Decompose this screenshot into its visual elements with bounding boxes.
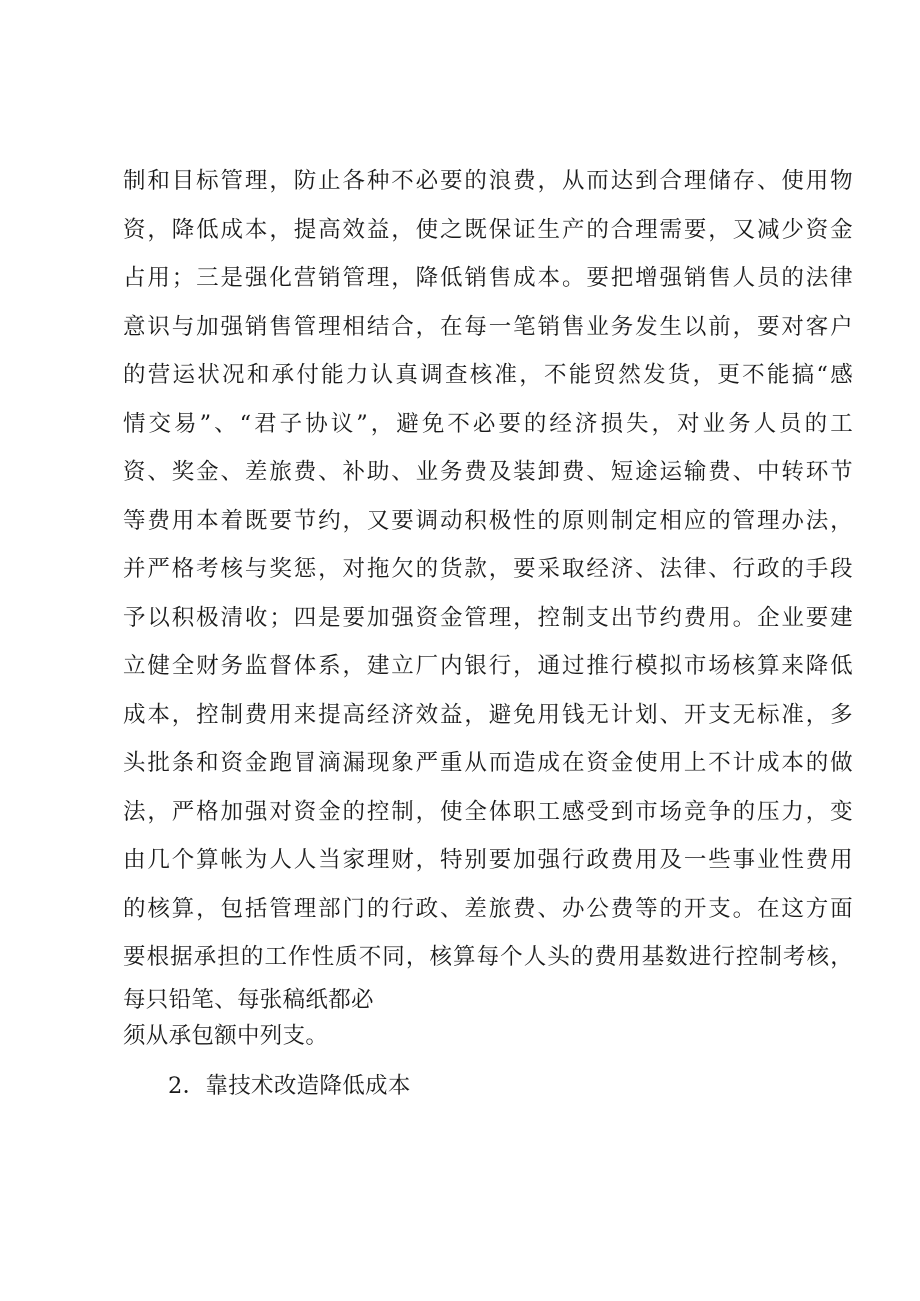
paragraph-line: 情交易”、“君子协议”，避免不必要的经济损失，对业务人员的工	[123, 410, 853, 437]
paragraph-line: 的核算，包括管理部门的行政、差旅费、办公费等的开支。在这方面	[123, 895, 853, 922]
paragraph-line: 头批条和资金跑冒滴漏现象严重从而造成在资金使用上不计成本的做	[123, 750, 853, 776]
paragraph-line: 每只铅笔、每张稿纸都必	[123, 986, 374, 1013]
paragraph-line: 资，降低成本，提高效益，使之既保证生产的合理需要，又减少资金	[123, 216, 853, 243]
paragraph-line: 予以积极清收；四是要加强资金管理，控制支出节约费用。企业要建	[123, 604, 853, 631]
paragraph-line: 并严格考核与奖惩，对拖欠的货款，要采取经济、法律、行政的手段	[123, 556, 853, 582]
paragraph-line: 法，严格加强对资金的控制，使全体职工感受到市场竞争的压力，变	[123, 798, 853, 825]
section-heading: 2．靠技术改造降低成本	[168, 1073, 411, 1099]
paragraph-line: 由几个算帐为人人当家理财，特别要加强行政费用及一些事业性费用	[123, 847, 853, 873]
paragraph-line: 要根据承担的工作性质不同，核算每个人头的费用基数进行控制考核，	[123, 944, 853, 970]
paragraph-line: 制和目标管理，防止各种不必要的浪费，从而达到合理储存、使用物	[123, 168, 853, 194]
body-paragraph	[123, 157, 853, 1054]
paragraph-line: 立健全财务监督体系，建立厂内银行，通过推行模拟市场核算来降低	[123, 653, 853, 679]
paragraph-line: 意识与加强销售管理相结合，在每一笔销售业务发生以前，要对客户	[123, 313, 853, 340]
paragraph-line: 等费用本着既要节约，又要调动积极性的原则制定相应的管理办法，	[123, 507, 853, 534]
paragraph-line: 须从承包额中列支。	[123, 1022, 329, 1049]
paragraph-line: 成本，控制费用来提高经济效益，避免用钱无计划、开支无标准，多	[123, 701, 853, 728]
paragraph-line: 的营运状况和承付能力认真调查核准，不能贸然发货，更不能搞“感	[123, 362, 853, 388]
paragraph-line: 占用；三是强化营销管理，降低销售成本。要把增强销售人员的法律	[123, 265, 853, 291]
paragraph-line: 资、奖金、差旅费、补助、业务费及装卸费、短途运输费、中转环节	[123, 459, 853, 485]
